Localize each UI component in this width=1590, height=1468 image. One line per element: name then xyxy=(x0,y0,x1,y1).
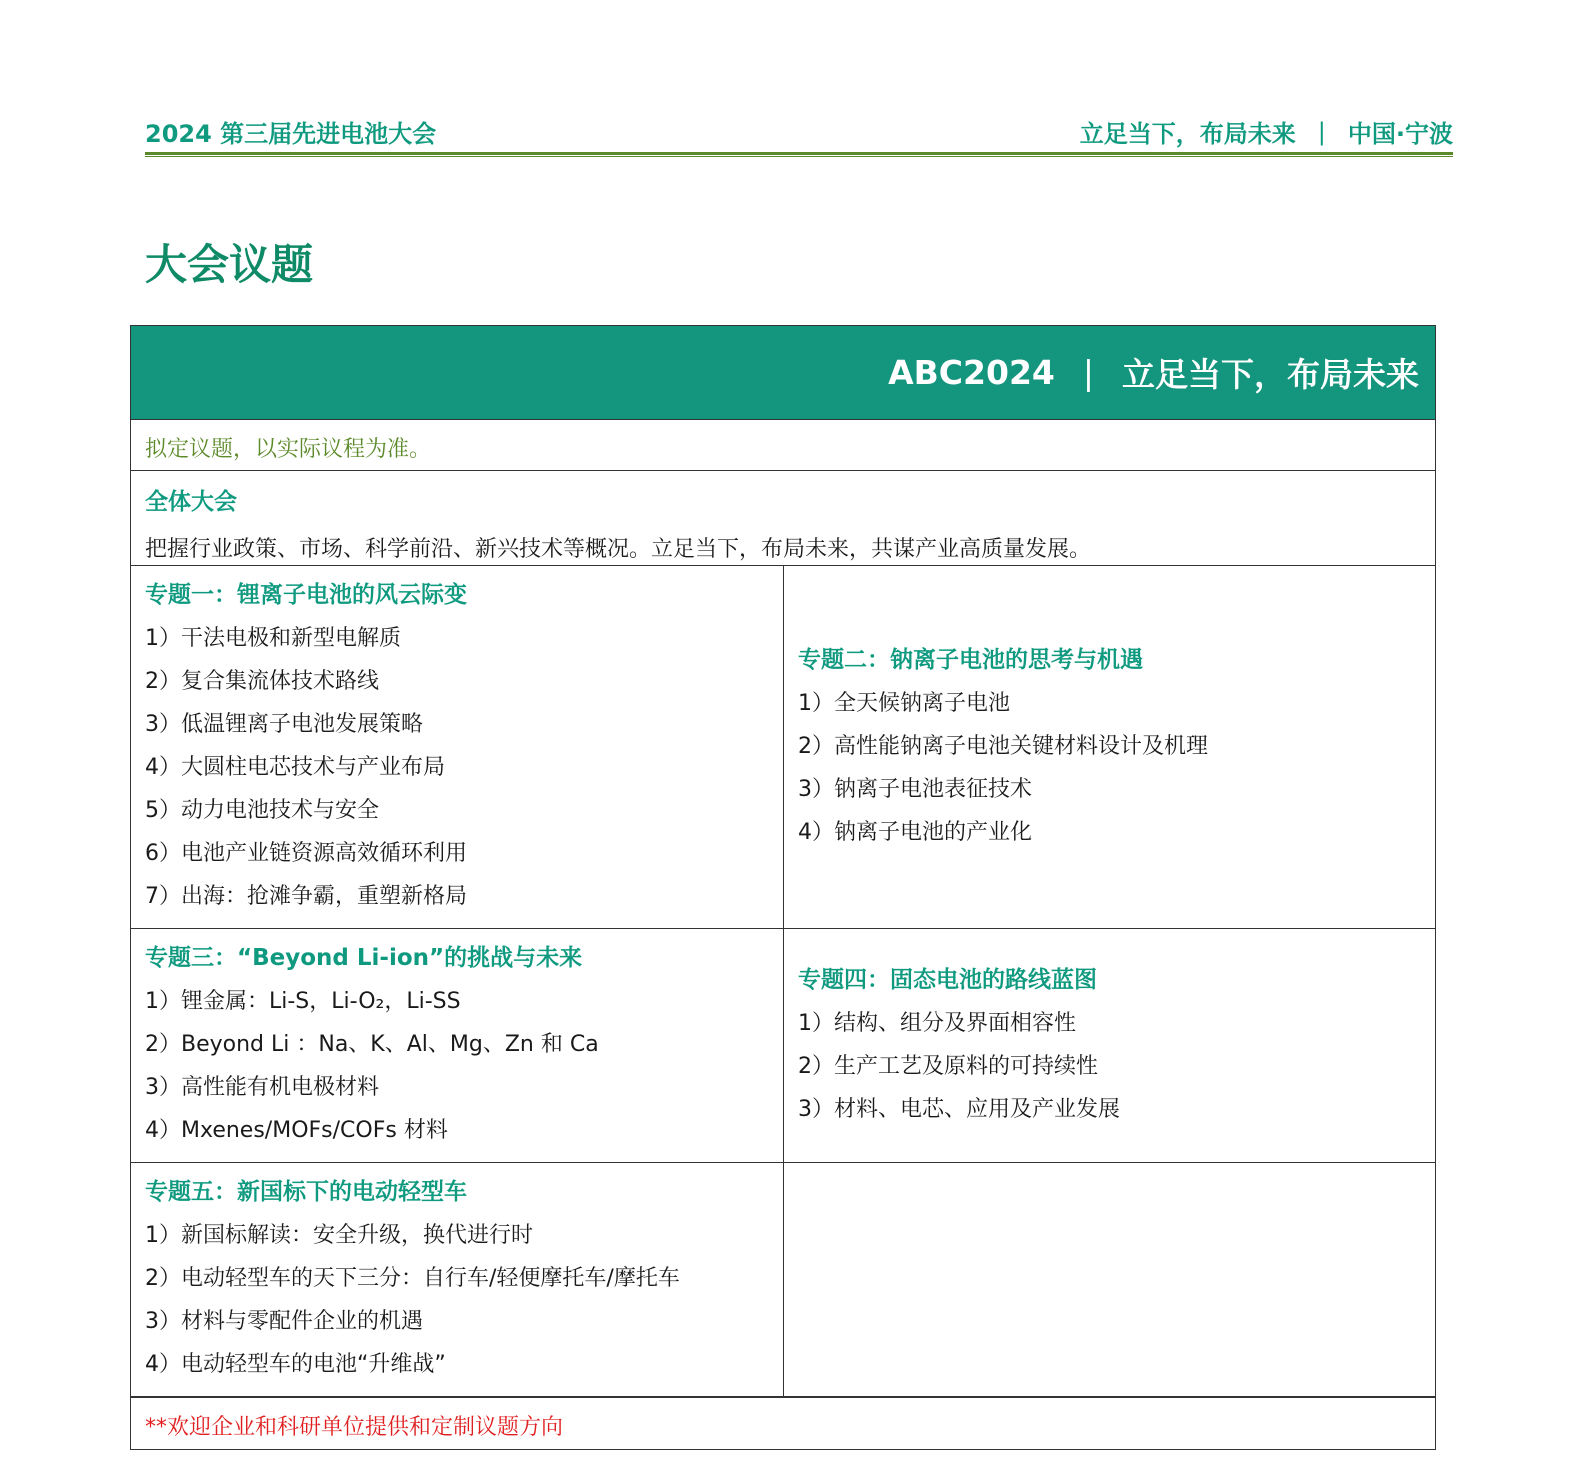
topic-item: 5）动力电池技术与安全 xyxy=(145,798,379,823)
topic-2 xyxy=(783,566,1435,928)
topic-item: 2）Beyond Li ：Na、K、Al、Mg、Zn 和 Ca xyxy=(145,1032,599,1057)
topic-row-1 xyxy=(131,566,1435,929)
banner-slogan: 立足当下，布局未来 xyxy=(1122,355,1419,394)
topic-item: 4）Mxenes/MOFs/COFs 材料 xyxy=(145,1118,448,1143)
agenda-table xyxy=(130,325,1436,1450)
topic-row-3 xyxy=(131,1163,1435,1397)
agenda-note: 拟定议题，以实际议程为准。 xyxy=(131,420,1435,471)
conference-name: 2024 第三届先进电池大会 xyxy=(145,120,437,148)
topic-item: 1）全天候钠离子电池 xyxy=(798,690,1010,716)
topic-item: 4）钠离子电池的产业化 xyxy=(798,819,1032,845)
topic-item: 6）电池产业链资源高效循环利用 xyxy=(145,841,467,866)
agenda-banner xyxy=(131,326,1435,420)
topic-item: 4）电动轻型车的电池“升维战” xyxy=(145,1352,446,1377)
topic-5 xyxy=(131,1163,783,1396)
topic-item: 4）大圆柱电芯技术与产业布局 xyxy=(145,755,445,780)
topic-3 xyxy=(131,929,783,1162)
topic-item: 3）钠离子电池表征技术 xyxy=(798,776,1032,802)
topic-title: 专题二：钠离子电池的思考与机遇 xyxy=(798,646,1143,673)
topic-row-2 xyxy=(131,929,1435,1163)
topic-item: 3）高性能有机电极材料 xyxy=(145,1075,379,1100)
topic-1 xyxy=(131,566,783,928)
header-location: 中国·宁波 xyxy=(1347,120,1453,148)
plenary-description: 把握行业政策、市场、科学前沿、新兴技术等概况。立足当下，布局未来，共谋产业高质量发展。 xyxy=(145,537,1092,562)
header-separator: | xyxy=(1317,117,1326,146)
topic-item: 1）干法电极和新型电解质 xyxy=(145,626,401,651)
topic-item: 3）材料与零配件企业的机遇 xyxy=(145,1309,423,1334)
header-right xyxy=(1080,114,1453,149)
custom-topic-note: **欢迎企业和科研单位提供和定制议题方向 xyxy=(131,1397,1435,1449)
page-header xyxy=(145,110,1453,150)
topic-item: 1）结构、组分及界面相容性 xyxy=(798,1010,1076,1036)
topic-items xyxy=(145,980,769,1152)
topic-item: 2）生产工艺及原料的可持续性 xyxy=(798,1053,1098,1079)
page-title: 大会议题 xyxy=(145,240,314,289)
topic-title: 专题四：固态电池的路线蓝图 xyxy=(798,966,1097,993)
plenary-section xyxy=(131,471,1435,566)
topic-item: 3）材料、电芯、应用及产业发展 xyxy=(798,1096,1120,1122)
topic-title: 专题三：“Beyond Li-ion”的挑战与未来 xyxy=(145,945,583,971)
topic-items xyxy=(145,617,769,918)
topic-item: 7）出海：抢滩争霸，重塑新格局 xyxy=(145,884,467,909)
empty-cell xyxy=(783,1163,1435,1396)
topic-4 xyxy=(783,929,1435,1162)
banner-separator: | xyxy=(1082,353,1094,392)
topic-items xyxy=(145,1214,769,1386)
topic-items xyxy=(798,682,1421,854)
topic-title: 专题一：锂离子电池的风云际变 xyxy=(145,582,467,608)
topic-item: 3）低温锂离子电池发展策略 xyxy=(145,712,423,737)
topic-item: 2）高性能钠离子电池关键材料设计及机理 xyxy=(798,733,1208,759)
topic-item: 2）电动轻型车的天下三分：自行车/轻便摩托车/摩托车 xyxy=(145,1266,680,1291)
plenary-title: 全体大会 xyxy=(145,489,237,515)
topic-item: 1）锂金属：Li-S，Li-O₂，Li-SS xyxy=(145,989,461,1014)
topic-items xyxy=(798,1002,1421,1131)
banner-code: ABC2024 xyxy=(888,353,1055,392)
header-slogan: 立足当下，布局未来 xyxy=(1079,120,1296,148)
header-divider xyxy=(145,152,1453,157)
topic-title: 专题五：新国标下的电动轻型车 xyxy=(145,1179,467,1205)
topic-item: 2）复合集流体技术路线 xyxy=(145,669,379,694)
topic-item: 1）新国标解读：安全升级，换代进行时 xyxy=(145,1223,533,1248)
